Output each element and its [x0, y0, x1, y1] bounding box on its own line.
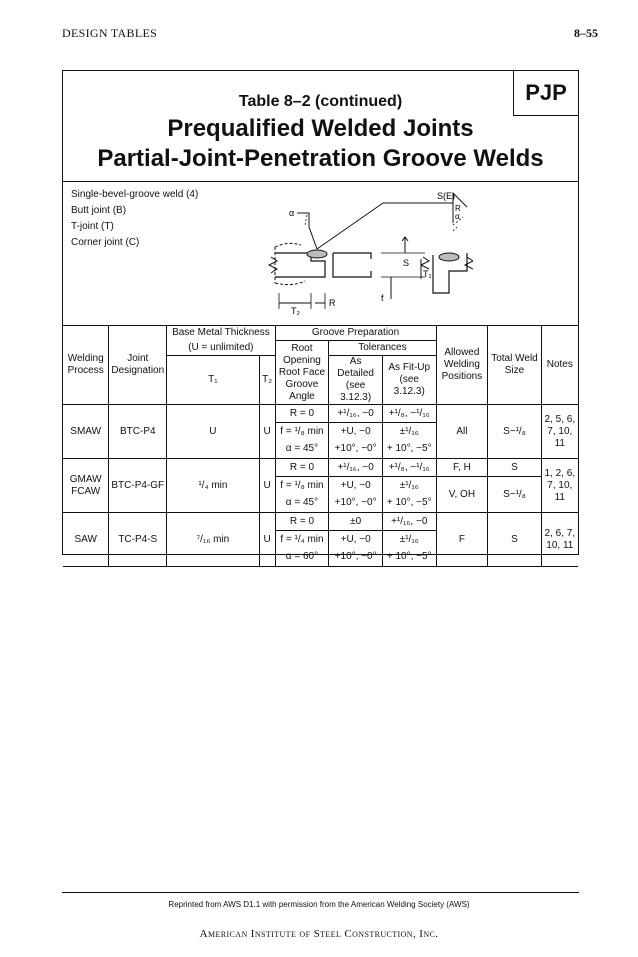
cell-root: R = 0	[275, 459, 329, 477]
header-joint-designation: Joint Designation	[109, 326, 167, 405]
cell-t2: U	[259, 459, 275, 513]
header-t1: T₁	[167, 356, 259, 405]
page-number: 8–55	[574, 26, 598, 40]
cell-detailed: +¹/₁₆, −0	[329, 459, 383, 477]
diagram-label-s: S	[403, 258, 410, 268]
cell-t1: U	[167, 405, 259, 459]
cell-joint: TC-P4-S	[109, 513, 167, 567]
cell-detailed: +10°, −0°	[329, 549, 383, 567]
cell-root: f = ¹/₈ min	[275, 423, 329, 441]
divider	[63, 181, 578, 182]
cell-root: R = 0	[275, 405, 329, 423]
header-as-fitup: As Fit-Up (see 3.12.3)	[382, 356, 436, 405]
header-notes: Notes	[541, 326, 578, 405]
diagram-label-t2: T₂	[291, 306, 300, 316]
cell-fitup: + 10°, −5°	[382, 495, 436, 513]
cell-joint: BTC-P4-GF	[109, 459, 167, 513]
cell-t1: ¹/₄ min	[167, 459, 259, 513]
joint-type: T-joint (T)	[71, 221, 114, 232]
cell-detailed: +10°, −0°	[329, 495, 383, 513]
cell-detailed: +¹/₁₆, −0	[329, 405, 383, 423]
cell-detailed: +U, −0	[329, 477, 383, 495]
cell-weld-size: S−¹/₈	[488, 477, 541, 513]
diagram-label-alpha: α	[289, 208, 295, 218]
cell-process: SMAW	[63, 405, 109, 459]
cell-root: R = 0	[275, 513, 329, 531]
diagram-label-t1: T₁	[423, 269, 432, 279]
cell-fitup: +¹/₈, −¹/₁₆	[382, 405, 436, 423]
cell-fitup: ±¹/₁₆	[382, 477, 436, 495]
cell-positions: All	[436, 405, 488, 459]
header-tolerances: Tolerances	[329, 341, 436, 356]
footer-publisher: American Institute of Steel Construction, Inc.	[199, 928, 439, 940]
title-block	[63, 93, 578, 173]
header-groove-prep: Groove Preparation	[275, 326, 436, 341]
cell-t1: ⁷/₁₆ min	[167, 513, 259, 567]
joint-type: Butt joint (B)	[71, 205, 127, 216]
cell-detailed: ±0	[329, 513, 383, 531]
table-number: Table 8–2 (continued)	[238, 93, 403, 110]
cell-positions: F	[436, 513, 488, 567]
cell-weld-size: S−¹/₈	[488, 405, 541, 459]
diagram-label-r-bottom: R	[329, 298, 336, 308]
cell-root: α = 45°	[275, 495, 329, 513]
cell-root: α = 45°	[275, 441, 329, 459]
joint-spec-table	[63, 325, 578, 567]
footer-rule	[62, 892, 579, 893]
header-base-metal: Base Metal Thickness	[167, 326, 275, 341]
cell-root: α = 60°	[275, 549, 329, 567]
cell-t2: U	[259, 405, 275, 459]
cell-root: f = ¹/₈ min	[275, 477, 329, 495]
cell-detailed: +10°, −0°	[329, 441, 383, 459]
table-frame	[62, 70, 579, 563]
joint-type: Single-bevel-groove weld (4)	[71, 189, 199, 200]
diagram-label-se: S(E)	[437, 191, 455, 201]
cell-fitup: + 10°, −5°	[382, 549, 436, 567]
cell-fitup: ±¹/₁₆	[382, 423, 436, 441]
footer-credit: Reprinted from AWS D1.1 with permission from the American Welding Society (AWS)	[168, 900, 470, 909]
weld-joint-diagram	[253, 187, 473, 319]
cell-detailed: +U, −0	[329, 531, 383, 549]
cell-fitup: + 10°, −5°	[382, 441, 436, 459]
cell-detailed: +U, −0	[329, 423, 383, 441]
cell-fitup: +¹/₁₆, −0	[382, 513, 436, 531]
cell-notes: 1, 2, 6, 7, 10, 11	[541, 459, 578, 513]
cell-notes: 2, 5, 6, 7, 10, 11	[541, 405, 578, 459]
diagram-label-r-top: R	[455, 204, 461, 213]
header-t2: T₂	[259, 356, 275, 405]
header-as-detailed: As Detailed (see 3.12.3)	[329, 356, 383, 405]
cell-weld-size: S	[488, 459, 541, 477]
table-subtitle: Partial-Joint-Penetration Groove Welds	[97, 145, 544, 172]
diagram-label-alpha-small: α	[455, 212, 460, 221]
cell-positions: V, OH	[436, 477, 488, 513]
header-unlimited: (U = unlimited)	[167, 341, 275, 356]
diagram-label-f: f	[381, 293, 384, 303]
joint-type-list	[71, 187, 198, 251]
header-allowed-positions: Allowed Welding Positions	[436, 326, 488, 405]
cell-root: f = ¹/₄ min	[275, 531, 329, 549]
cell-joint: BTC-P4	[109, 405, 167, 459]
cell-fitup: +¹/₈, −¹/₁₆	[382, 459, 436, 477]
cell-process: GMAW FCAW	[63, 459, 109, 513]
table-title: Prequalified Welded Joints	[167, 115, 474, 142]
pjp-badge: PJP	[513, 70, 579, 116]
cell-t2: U	[259, 513, 275, 567]
cell-weld-size: S	[488, 513, 541, 567]
header-welding-process: Welding Process	[63, 326, 109, 405]
header-total-weld-size: Total Weld Size	[488, 326, 541, 405]
cell-notes: 2, 6, 7, 10, 11	[541, 513, 578, 567]
cell-process: SAW	[63, 513, 109, 567]
joint-type: Corner joint (C)	[71, 237, 140, 248]
header-root: Root Opening Root Face Groove Angle	[275, 341, 329, 405]
cell-positions: F, H	[436, 459, 488, 477]
cell-fitup: ±¹/₁₆	[382, 531, 436, 549]
running-header: DESIGN TABLES	[62, 26, 158, 40]
